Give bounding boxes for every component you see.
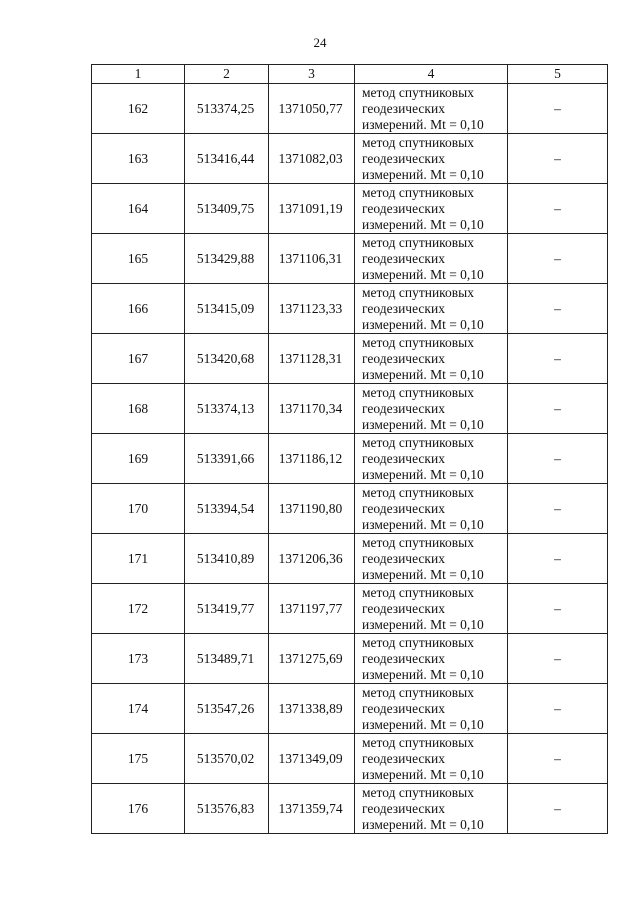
method-line: метод спутниковых xyxy=(362,434,474,450)
method-line: измерений. Mt = 0,10 xyxy=(362,716,484,732)
method-line: измерений. Mt = 0,10 xyxy=(362,516,484,532)
method-cell xyxy=(355,684,508,734)
method-line: измерений. Mt = 0,10 xyxy=(362,166,484,182)
method-line: измерений. Mt = 0,10 xyxy=(362,266,484,282)
point-number-cell: 174 xyxy=(92,684,185,734)
x-coordinate-cell: 513394,54 xyxy=(185,484,269,534)
y-coordinate-cell: 1371186,12 xyxy=(269,434,355,484)
point-number-cell: 168 xyxy=(92,384,185,434)
note-cell: – xyxy=(508,234,608,284)
method-cell xyxy=(355,434,508,484)
point-number-cell: 163 xyxy=(92,134,185,184)
method-line: геодезических xyxy=(362,200,445,216)
method-cell xyxy=(355,584,508,634)
note-cell: – xyxy=(508,584,608,634)
method-line: метод спутниковых xyxy=(362,534,474,550)
x-coordinate-cell: 513374,25 xyxy=(185,84,269,134)
point-number-cell: 171 xyxy=(92,534,185,584)
method-line: геодезических xyxy=(362,250,445,266)
method-cell xyxy=(355,484,508,534)
x-coordinate-cell: 513391,66 xyxy=(185,434,269,484)
y-coordinate-cell: 1371091,19 xyxy=(269,184,355,234)
method-cell xyxy=(355,284,508,334)
table-row xyxy=(92,334,608,384)
y-coordinate-cell: 1371128,31 xyxy=(269,334,355,384)
y-coordinate-cell: 1371170,34 xyxy=(269,384,355,434)
note-cell: – xyxy=(508,484,608,534)
page-number: 24 xyxy=(313,35,327,50)
note-cell: – xyxy=(508,434,608,484)
method-cell xyxy=(355,234,508,284)
y-coordinate-cell: 1371106,31 xyxy=(269,234,355,284)
y-coordinate-cell: 1371190,80 xyxy=(269,484,355,534)
x-coordinate-cell: 513570,02 xyxy=(185,734,269,784)
note-cell: – xyxy=(508,634,608,684)
y-coordinate-cell: 1371082,03 xyxy=(269,134,355,184)
header-cell-3: 3 xyxy=(269,65,355,84)
method-line: метод спутниковых xyxy=(362,84,474,100)
method-cell xyxy=(355,84,508,134)
note-cell: – xyxy=(508,334,608,384)
table-row xyxy=(92,384,608,434)
table-row xyxy=(92,584,608,634)
table-row xyxy=(92,734,608,784)
note-cell: – xyxy=(508,734,608,784)
method-line: метод спутниковых xyxy=(362,484,474,500)
method-cell xyxy=(355,734,508,784)
method-line: измерений. Mt = 0,10 xyxy=(362,766,484,782)
y-coordinate-cell: 1371349,09 xyxy=(269,734,355,784)
y-coordinate-cell: 1371206,36 xyxy=(269,534,355,584)
y-coordinate-cell: 1371359,74 xyxy=(269,784,355,834)
note-cell: – xyxy=(508,184,608,234)
coordinates-table xyxy=(91,64,608,834)
method-line: геодезических xyxy=(362,750,445,766)
method-line: измерений. Mt = 0,10 xyxy=(362,316,484,332)
method-line: геодезических xyxy=(362,600,445,616)
method-cell xyxy=(355,534,508,584)
method-line: измерений. Mt = 0,10 xyxy=(362,616,484,632)
method-cell xyxy=(355,384,508,434)
table-row xyxy=(92,234,608,284)
method-line: геодезических xyxy=(362,650,445,666)
method-line: измерений. Mt = 0,10 xyxy=(362,366,484,382)
method-line: метод спутниковых xyxy=(362,334,474,350)
note-cell: – xyxy=(508,134,608,184)
table-row xyxy=(92,634,608,684)
table-body xyxy=(92,84,608,834)
table-row xyxy=(92,184,608,234)
method-line: метод спутниковых xyxy=(362,234,474,250)
x-coordinate-cell: 513409,75 xyxy=(185,184,269,234)
method-line: измерений. Mt = 0,10 xyxy=(362,666,484,682)
note-cell: – xyxy=(508,284,608,334)
method-line: геодезических xyxy=(362,100,445,116)
method-cell xyxy=(355,334,508,384)
y-coordinate-cell: 1371338,89 xyxy=(269,684,355,734)
x-coordinate-cell: 513547,26 xyxy=(185,684,269,734)
point-number-cell: 162 xyxy=(92,84,185,134)
x-coordinate-cell: 513576,83 xyxy=(185,784,269,834)
y-coordinate-cell: 1371050,77 xyxy=(269,84,355,134)
x-coordinate-cell: 513489,71 xyxy=(185,634,269,684)
method-line: геодезических xyxy=(362,500,445,516)
x-coordinate-cell: 513410,89 xyxy=(185,534,269,584)
table-row xyxy=(92,284,608,334)
header-cell-5: 5 xyxy=(508,65,608,84)
method-line: метод спутниковых xyxy=(362,734,474,750)
method-line: метод спутниковых xyxy=(362,584,474,600)
method-line: метод спутниковых xyxy=(362,384,474,400)
table-row xyxy=(92,684,608,734)
method-line: измерений. Mt = 0,10 xyxy=(362,416,484,432)
method-line: геодезических xyxy=(362,450,445,466)
method-line: геодезических xyxy=(362,550,445,566)
method-line: геодезических xyxy=(362,300,445,316)
method-line: измерений. Mt = 0,10 xyxy=(362,566,484,582)
method-line: измерений. Mt = 0,10 xyxy=(362,216,484,232)
method-line: метод спутниковых xyxy=(362,184,474,200)
x-coordinate-cell: 513420,68 xyxy=(185,334,269,384)
method-line: метод спутниковых xyxy=(362,134,474,150)
x-coordinate-cell: 513416,44 xyxy=(185,134,269,184)
table-row xyxy=(92,534,608,584)
x-coordinate-cell: 513429,88 xyxy=(185,234,269,284)
point-number-cell: 172 xyxy=(92,584,185,634)
note-cell: – xyxy=(508,84,608,134)
method-line: геодезических xyxy=(362,150,445,166)
method-line: измерений. Mt = 0,10 xyxy=(362,466,484,482)
method-line: метод спутниковых xyxy=(362,784,474,800)
point-number-cell: 164 xyxy=(92,184,185,234)
point-number-cell: 169 xyxy=(92,434,185,484)
note-cell: – xyxy=(508,784,608,834)
table-row xyxy=(92,134,608,184)
y-coordinate-cell: 1371197,77 xyxy=(269,584,355,634)
header-cell-1: 1 xyxy=(92,65,185,84)
point-number-cell: 176 xyxy=(92,784,185,834)
header-row xyxy=(92,65,608,84)
table-row xyxy=(92,484,608,534)
method-line: геодезических xyxy=(362,400,445,416)
note-cell: – xyxy=(508,534,608,584)
table-row xyxy=(92,84,608,134)
method-line: метод спутниковых xyxy=(362,284,474,300)
method-cell xyxy=(355,784,508,834)
method-line: геодезических xyxy=(362,700,445,716)
method-line: геодезических xyxy=(362,800,445,816)
y-coordinate-cell: 1371275,69 xyxy=(269,634,355,684)
method-line: геодезических xyxy=(362,350,445,366)
method-cell xyxy=(355,634,508,684)
method-line: измерений. Mt = 0,10 xyxy=(362,116,484,132)
point-number-cell: 165 xyxy=(92,234,185,284)
point-number-cell: 167 xyxy=(92,334,185,384)
x-coordinate-cell: 513415,09 xyxy=(185,284,269,334)
method-line: метод спутниковых xyxy=(362,684,474,700)
header-cell-2: 2 xyxy=(185,65,269,84)
note-cell: – xyxy=(508,684,608,734)
method-line: измерений. Mt = 0,10 xyxy=(362,816,484,832)
x-coordinate-cell: 513419,77 xyxy=(185,584,269,634)
method-cell xyxy=(355,134,508,184)
method-cell xyxy=(355,184,508,234)
table-header xyxy=(92,65,608,84)
table-row xyxy=(92,434,608,484)
header-cell-4: 4 xyxy=(355,65,508,84)
point-number-cell: 173 xyxy=(92,634,185,684)
y-coordinate-cell: 1371123,33 xyxy=(269,284,355,334)
x-coordinate-cell: 513374,13 xyxy=(185,384,269,434)
point-number-cell: 170 xyxy=(92,484,185,534)
point-number-cell: 166 xyxy=(92,284,185,334)
point-number-cell: 175 xyxy=(92,734,185,784)
table-row xyxy=(92,784,608,834)
note-cell: – xyxy=(508,384,608,434)
method-line: метод спутниковых xyxy=(362,634,474,650)
